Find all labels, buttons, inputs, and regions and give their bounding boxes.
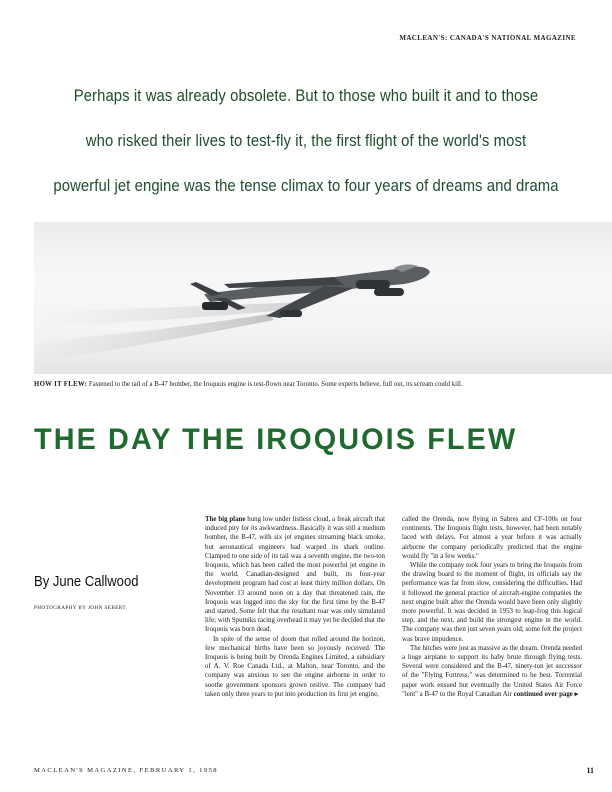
- engine-pod: [280, 310, 302, 317]
- deck: [31, 74, 582, 209]
- deck-line: Perhaps it was already obsolete. But to those who built it and to those: [73, 87, 539, 105]
- lead-in: The big plane: [205, 516, 246, 523]
- page-number: 11: [586, 766, 594, 775]
- photo-caption: [34, 380, 594, 389]
- article-column-2: [402, 515, 582, 699]
- caption-lead: HOW IT FLEW:: [34, 381, 88, 388]
- paragraph: [205, 515, 385, 635]
- paragraph: While the company took four years to bring the Iroquois from the drawing board to the moment of flight, its officials say the performance was far from slow, considering the difficulties. Had it followed the general practice of aircraft-engine companies the next engine built after the Orenda would have been only slightly more powerful. It was decided in 1953 to leap-frog this logical step, and the next, and build the strongest engine in the world. The company was then just seven years old; some felt the project was brave impudence.: [402, 562, 582, 643]
- paragraph: [402, 644, 582, 699]
- exhaust-trail: [34, 302, 306, 327]
- paragraph-text: hung low under listless cloud, a freak aircraft that induced pity for its awkwardness. Basically it was still a medium bomber, the B-47, with six jet engines streaming black smoke, but aeronautical engineers had warped its shark outline. Clamped to one side of its tail was a seventh engine, the two-ton Iroquois, which has been called the most powerful jet engine in the world. Canadian-designed and built, its four-year development program had cost at least thirty million dollars. On November 13 around noon on a day that threatened rain, the Iroquois was lugged into the sky for the first time by the B-47 and started. Some felt that the resultant roar was only simulated life; with Sputniks racing overhead it may yet be decided that the Iroquois was born dead.: [205, 516, 385, 634]
- article-title: THE DAY THE IROQUOIS FLEW: [34, 423, 518, 456]
- caption-text: Fastened to the tail of a B-47 bomber, the Iroquois engine is test-flown near Toronto. Some experts believe, full out, its scream could kill.: [87, 381, 463, 388]
- deck-line: powerful jet engine was the tense climax to four years of dreams and drama: [53, 177, 559, 195]
- running-head: MACLEAN'S: CANADA'S NATIONAL MAGAZINE: [399, 34, 576, 42]
- engine-pod: [374, 288, 404, 296]
- page-footer: [34, 767, 594, 774]
- b-47-bomber-photo: [34, 222, 612, 374]
- paragraph: called the Orenda, now flying in Sabres and CF-100s on four continents. The Iroquois flight tests, however, had been notably laced with delays. For almost a year before it was actually airborne the company periodically predicted that the engine would fly "in a few weeks.": [402, 516, 582, 560]
- engine-pod: [356, 280, 390, 289]
- iroquois-engine: [202, 302, 228, 310]
- deck-line: who risked their lives to test-fly it, the first flight of the world's most: [85, 132, 527, 150]
- continued-link[interactable]: continued over page ▸: [513, 690, 579, 698]
- paragraph-text: The hitches were just as massive as the dream. Orenda needed a huge airplane to support its baby brute through flying tests. Several were considered and the B-47, ninety-ton jet successor of the "Flying Fortress," was determined to be best. Torrential paper work ensued but eventually the United States Air Force "lent" a B-47 to the Royal Canadian Air: [402, 644, 582, 698]
- photo-credit: PHOTOGRAPHY BY JOHN SEBERT: [34, 605, 126, 611]
- byline: By June Callwood: [34, 574, 139, 590]
- article-column-1: [205, 515, 385, 699]
- footer-text: MACLEAN'S MAGAZINE, FEBRUARY 1, 1958: [34, 767, 218, 774]
- paragraph: In spite of the sense of doom that rolled around the horizon, few mechanical births have been so joyously received. The Iroquois is being built by Orenda Engines Limited, a subsidiary of A. V. Roe Canada Ltd., at Malton, near Toronto, and the company was anxious to see the engine airborne in order to soothe government sponsors grown restive. The company had taken only three years to put into production its first jet engine,: [205, 635, 385, 698]
